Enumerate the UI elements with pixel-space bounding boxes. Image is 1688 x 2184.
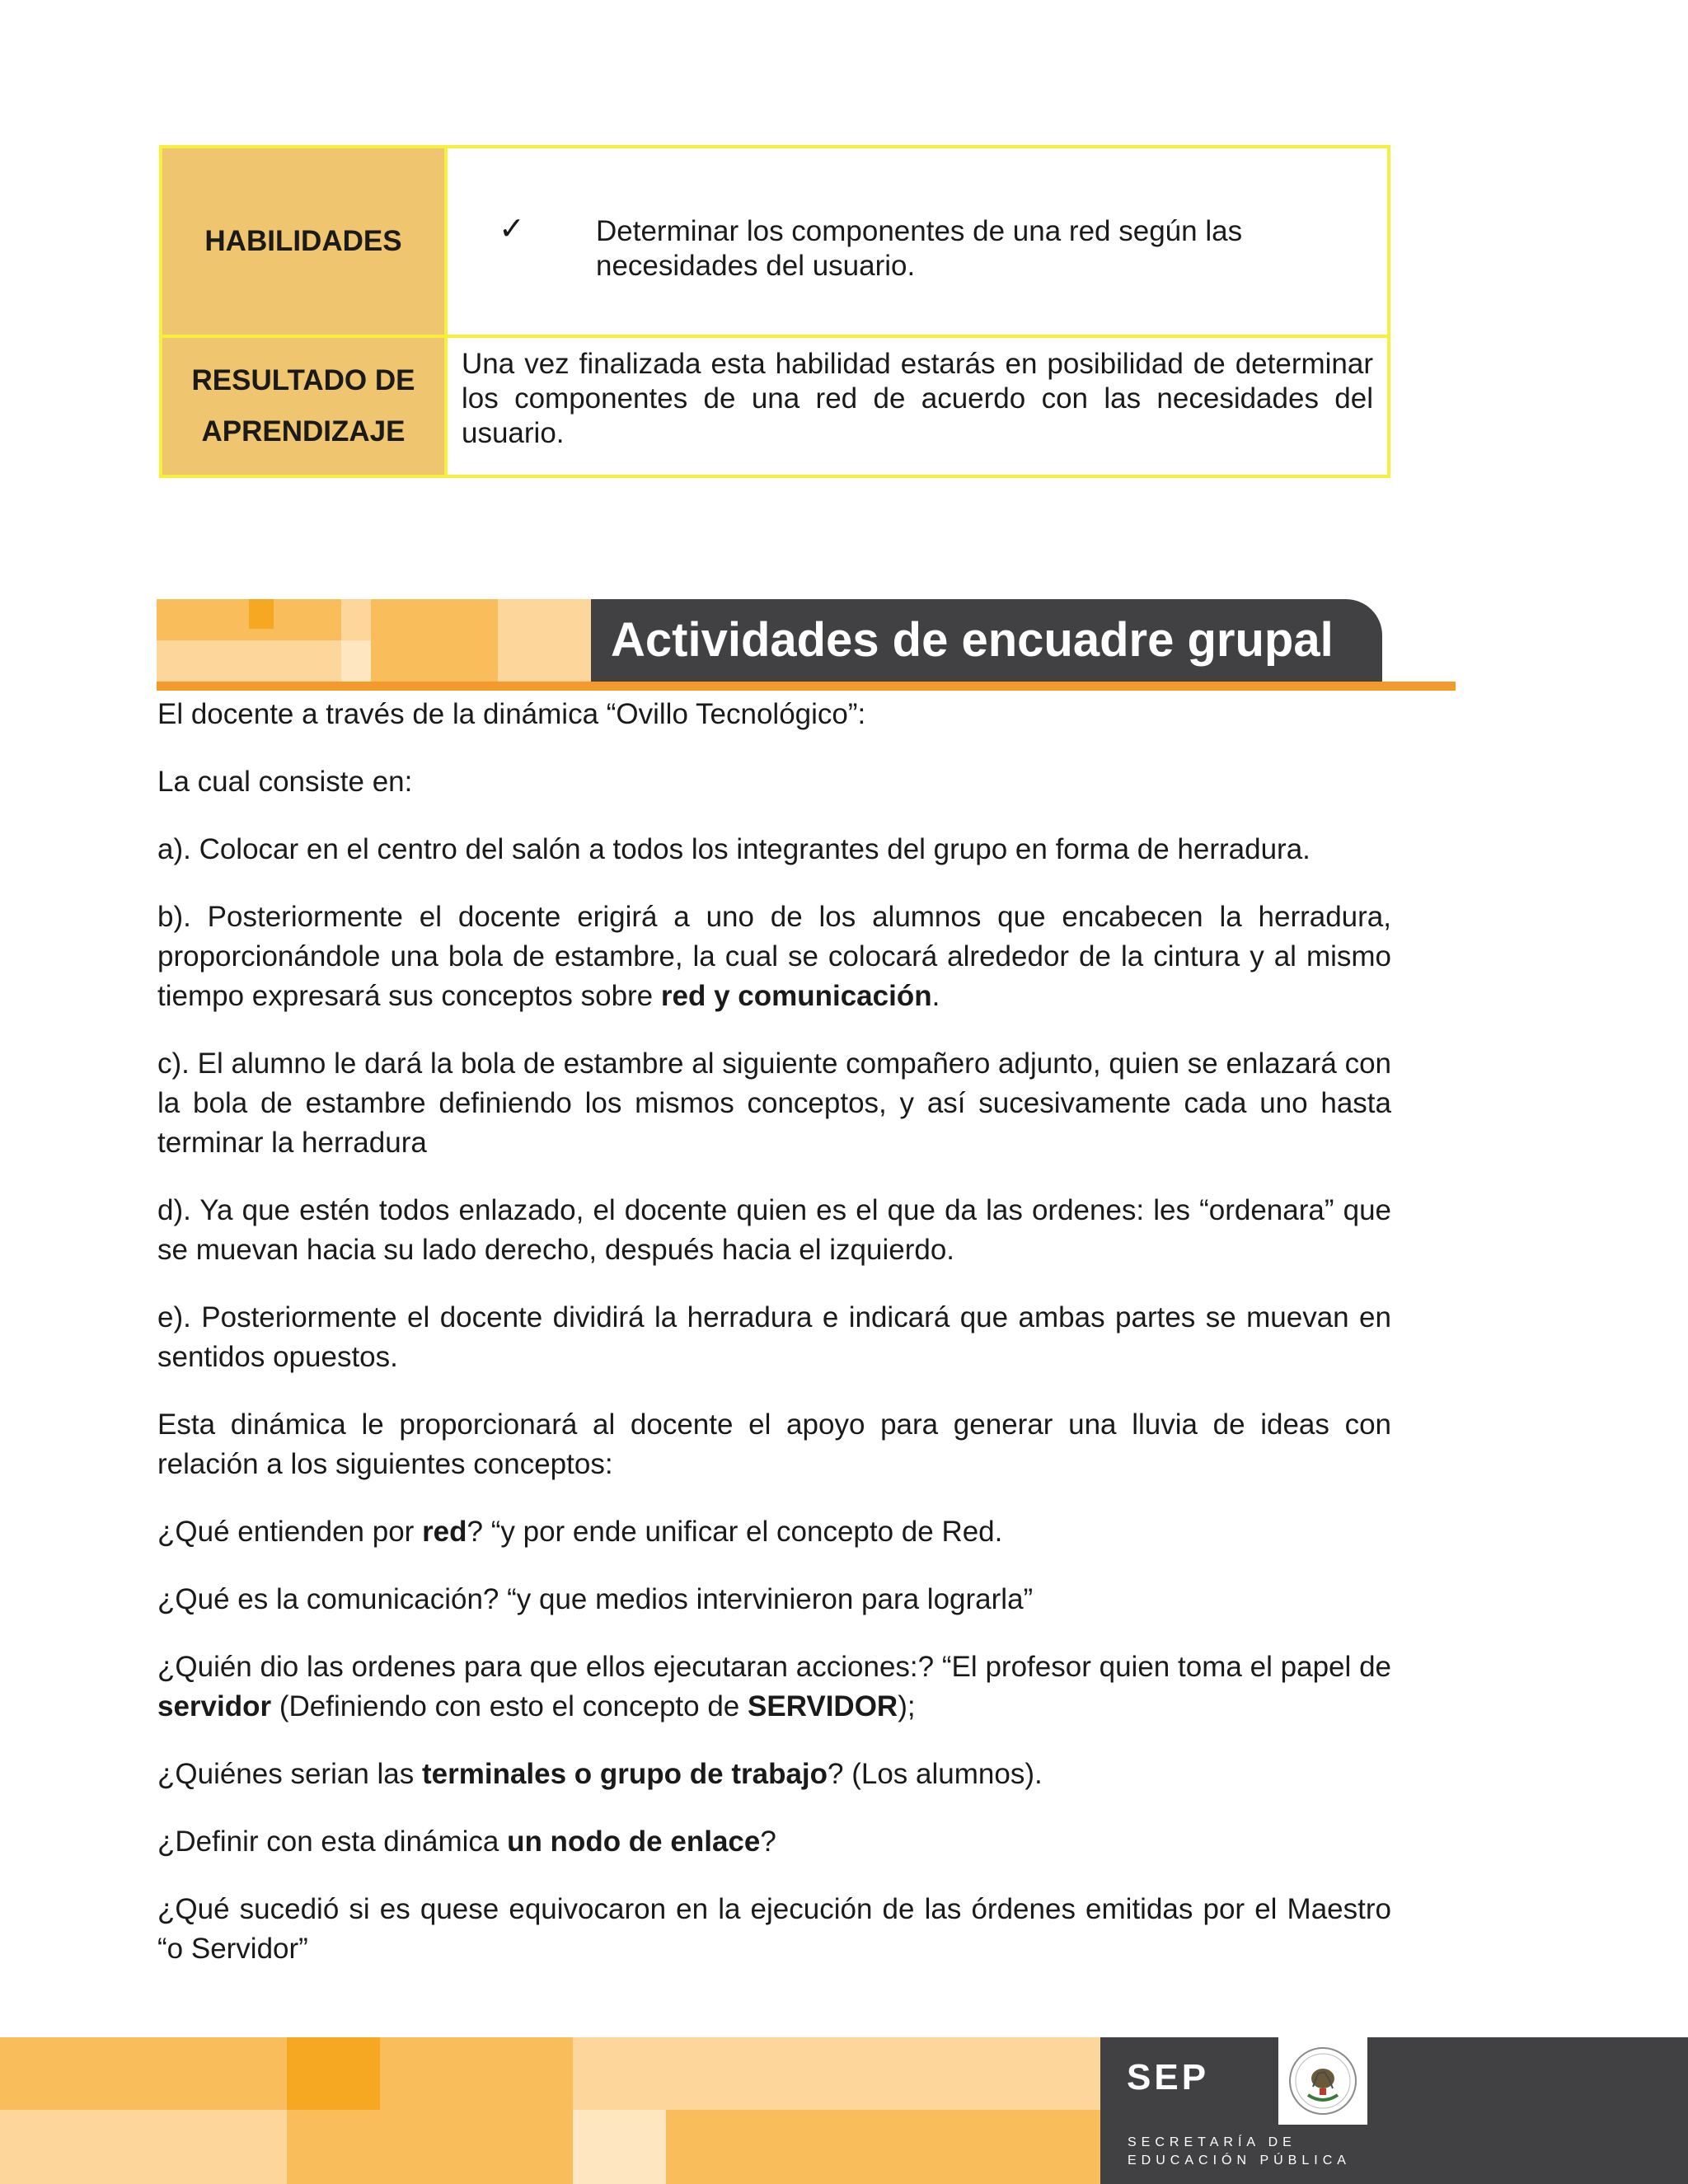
banner-block [341,599,371,640]
section-title: Actividades de encuadre grupal [591,599,1382,682]
seal-graphic [1278,2037,1367,2125]
paragraph-brainstorm: Esta dinámica le proporcionará al docente el apoyo para generar una lluvia de ideas con relación a los siguientes conceptos: [157,1408,1391,1480]
habilidades-row [161,147,1389,336]
footer-block [380,2037,573,2184]
q3-bold2: SERVIDOR [748,1690,898,1722]
q3-text: ¿Quién dio las ordenes para que ellos ejecutaran acciones:? “El profesor quien toma el papel de [157,1651,1391,1683]
q5-bold: un nodo de enlace [507,1825,761,1858]
paragraph-step-c: c). El alumno le dará la bola de estambre al siguiente compañero adjunto, quien se enlazará con la bola de estambre definiendo los mismos conceptos, y así sucesivamente cada uno hasta terminar la herradura [157,1047,1391,1159]
banner-block [249,599,274,629]
sep-subtitle [1128,2134,1351,2170]
paragraph-step-a: a). Colocar en el centro del salón a todos los integrantes del grupo en forma de herradura. [157,833,1311,865]
q4-text: ¿Quiénes serian las [157,1758,422,1790]
q5-text: ¿Definir con esta dinámica [157,1825,508,1858]
habilidades-content [446,147,1389,336]
q4-bold: terminales o grupo de trabajo [421,1758,828,1790]
resultado-label-line2: APRENDIZAJE [201,415,406,448]
paragraph-consists: La cual consiste en: [157,766,413,798]
paragraph-intro: El docente a través de la dinámica “Ovillo Tecnológico”: [157,698,866,730]
paragraph-step-e: e). Posteriormente el docente dividirá la herradura e indicará que ambas partes se muevan en sentidos opuestos. [157,1301,1391,1373]
mexican-coat-of-arms-icon [1278,2037,1367,2125]
footer-block [666,2110,1100,2184]
footer-block [287,2037,380,2110]
resultado-row [161,336,1389,476]
resultado-label [161,336,446,476]
q1-bold: red [422,1516,467,1548]
q3-mid: (Definiendo con esto el concepto de [271,1690,748,1722]
sep-subtitle-line1: SECRETARÍA DE [1128,2135,1296,2149]
sep-logo-word: SEP [1127,2057,1210,2097]
footer [0,2037,1688,2184]
sep-subtitle-line2: EDUCACIÓN PÚBLICA [1128,2154,1351,2168]
banner-block [157,599,249,640]
footer-block [573,2037,666,2110]
footer-block [573,2110,666,2184]
q5-end: ? [760,1825,776,1858]
habilidades-label: HABILIDADES [161,147,446,336]
footer-block [0,2110,287,2184]
step-b-end: . [931,980,940,1012]
banner-block [249,640,341,682]
question-terminales [157,1755,1391,1794]
question-servidor [157,1647,1391,1727]
resultado-label-line1: RESULTADO DE [191,364,415,396]
activity-body [157,695,1391,1997]
section-banner [157,599,1456,691]
habilidades-text: Determinar los componentes de una red según las necesidades del usuario. [596,215,1243,282]
resultado-content [446,336,1389,476]
footer-block [287,2110,380,2184]
banner-block [157,640,249,682]
q4-end: ? (Los alumnos). [828,1758,1043,1790]
question-error: ¿Qué sucedió si es quese equivocaron en la ejecución de las órdenes emitidas por el Maestro “o Servidor” [157,1893,1391,1965]
step-b-bold: red y comunicación [660,980,932,1012]
q1-text: ¿Qué entienden por [157,1516,423,1548]
competency-table [159,145,1390,478]
q3-bold: servidor [157,1690,272,1722]
question-comunicacion: ¿Qué es la comunicación? “y que medios intervinieron para lograrla” [157,1583,1034,1615]
banner-block [341,640,371,682]
paragraph-step-d: d). Ya que estén todos enlazado, el docente quien es el que da las ordenes: les “ordenara” que se muevan hacia su lado derecho, después hacia el izquierdo. [157,1194,1391,1266]
step-b-text: b). Posteriormente el docente erigirá a uno de los alumnos que encabecen la herradura, proporcionándole una bola de estambre, la cual se colocará alrededor de la cintura y al mismo tiempo expresará sus conceptos sobre [157,901,1391,1012]
footer-block [666,2037,1100,2110]
question-red [157,1512,1391,1552]
paragraph-step-b [157,898,1391,1016]
banner-block [498,599,591,682]
banner-underline [157,682,1456,691]
resultado-text: Una vez finalizada esta habilidad estarás en posibilidad de determinar los componentes de una red de acuerdo con las necesidades del usuario. [462,348,1373,449]
question-nodo [157,1822,1391,1862]
q3-end: ); [898,1690,916,1722]
q1-end: ? “y por ende unificar el concepto de Red. [467,1516,1003,1548]
footer-block [0,2037,287,2110]
check-icon: ✓ [499,210,525,246]
